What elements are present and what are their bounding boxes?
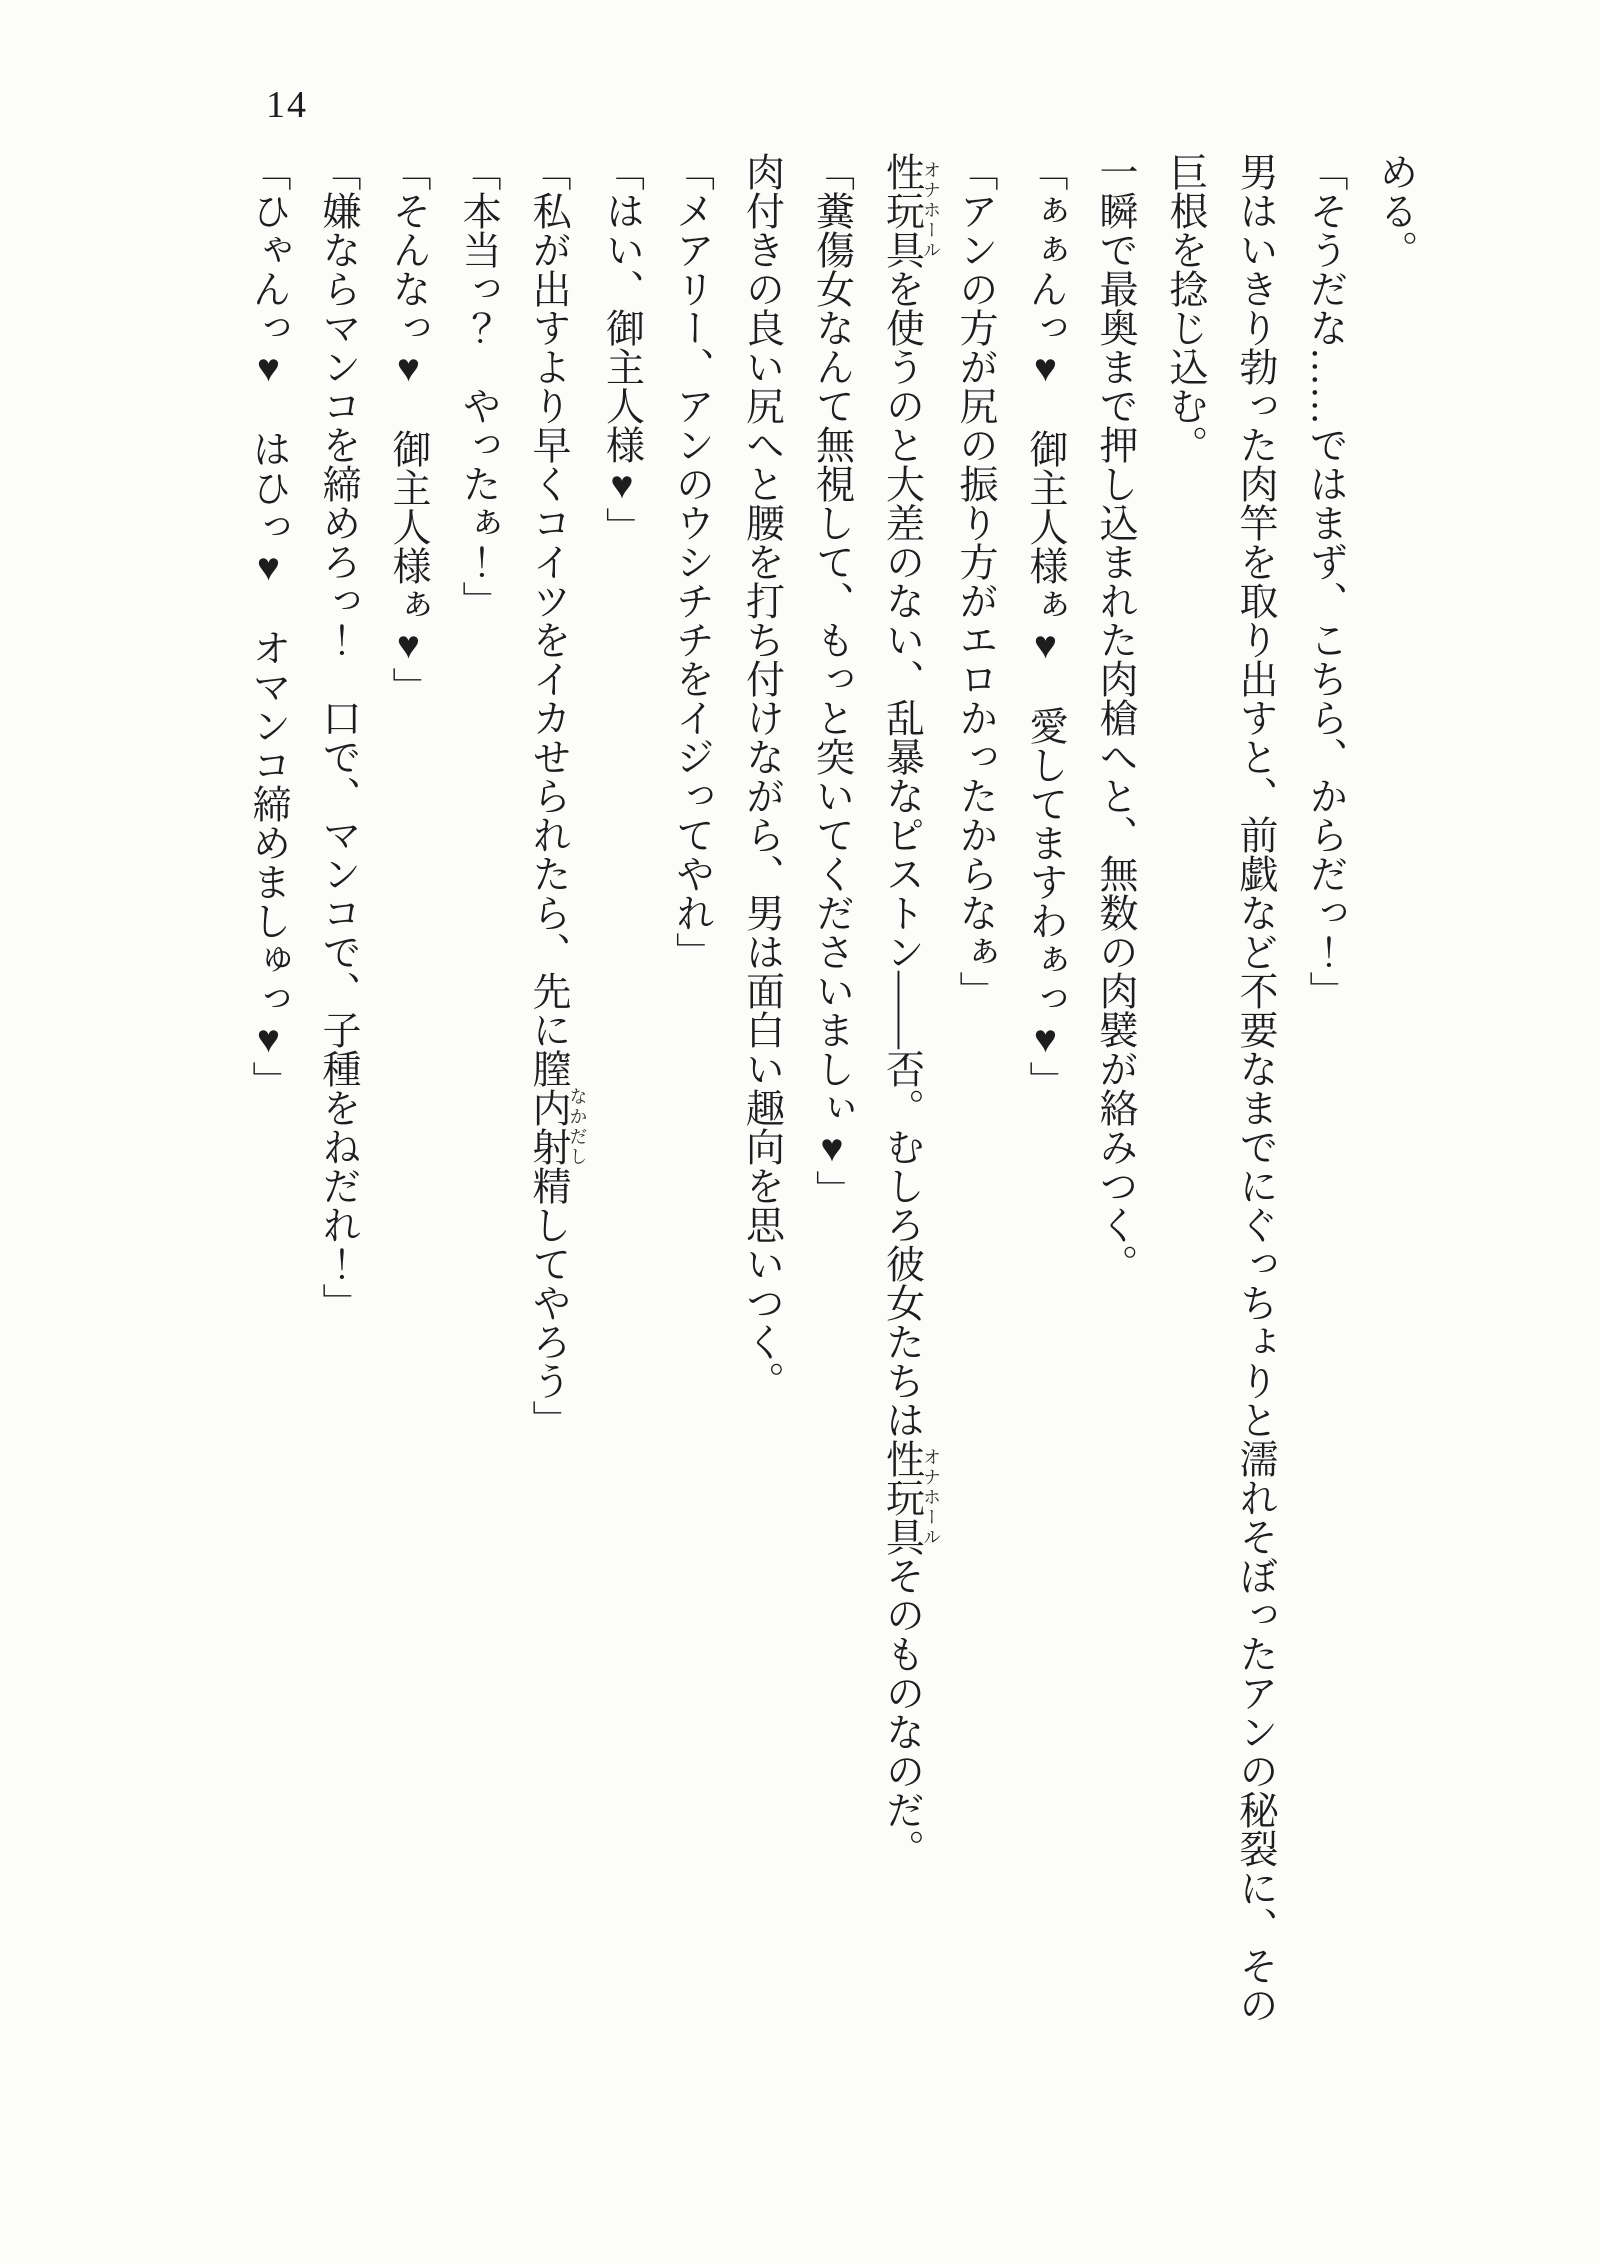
text-line-1: める。 bbox=[1374, 152, 1417, 269]
text-line-3: 男はいきり勃った肉竿を取り出すと、前戯など不要なまでにぐっちょりと濡れそぼったアンの秘裂に、その bbox=[1234, 152, 1277, 2024]
text-line-6: 「ぁぁんっ♥ 御主人様ぁ♥ 愛してますわぁっ♥」 bbox=[1024, 152, 1067, 1100]
furigana: オナホール bbox=[921, 152, 941, 269]
ruby-annotated-word: 性玩具オナホール bbox=[880, 152, 941, 269]
page-number: 14 bbox=[266, 84, 308, 126]
text-line-8: 性玩具オナホールを使うのと大差のない、乱暴なピストン――否。むしろ彼女たちは性玩具オナホールそのものなのだ。 bbox=[880, 152, 941, 1868]
text-line-4: 巨根を捻じ込む。 bbox=[1164, 152, 1207, 464]
text-line-17: 「ひゃんっ♥ はひっ♥ オマンコ締めましゅっ♥」 bbox=[247, 152, 290, 1100]
text-line-15: 「そんなっ♥ 御主人様ぁ♥」 bbox=[387, 152, 430, 706]
text-line-13: 「私が出すより早くコイツをイカせられたら、先に膣内射精なかだししてやろう」 bbox=[527, 152, 588, 1439]
text-line-2: 「そうだな……ではまず、こちら、からだっ！」 bbox=[1304, 152, 1347, 1010]
text-line-14: 「本当っ？ やったぁ！」 bbox=[457, 152, 500, 620]
text-line-9: 「糞傷女なんて無視して、もっと突いてくださいましぃ♥」 bbox=[810, 152, 854, 1209]
text-line-7: 「アンの方が尻の振り方がエロかったからなぁ」 bbox=[954, 152, 997, 1010]
text-block bbox=[233, 152, 1430, 2142]
text-line-12: 「はい、御主人様♥」 bbox=[600, 152, 644, 546]
ruby-annotated-word: 性玩具オナホール bbox=[880, 1439, 941, 1556]
furigana: オナホール bbox=[921, 1439, 941, 1556]
text-line-16: 「嫌ならマンコを締めろっ！ 口で、マンコで、子種をねだれ！」 bbox=[317, 152, 360, 1322]
ruby-annotated-word: 膣内射精なかだし bbox=[527, 1049, 588, 1205]
text-line-11: 「メアリー、アンのウシチチをイジってやれ」 bbox=[670, 152, 714, 971]
text-line-5: 一瞬で最奥まで押し込まれた肉槍へと、無数の肉襞が絡みつく。 bbox=[1094, 152, 1137, 1283]
text-line-10: 肉付きの良い尻へと腰を打ち付けながら、男は面白い趣向を思いつく。 bbox=[740, 152, 784, 1400]
furigana: なかだし bbox=[567, 1049, 588, 1205]
